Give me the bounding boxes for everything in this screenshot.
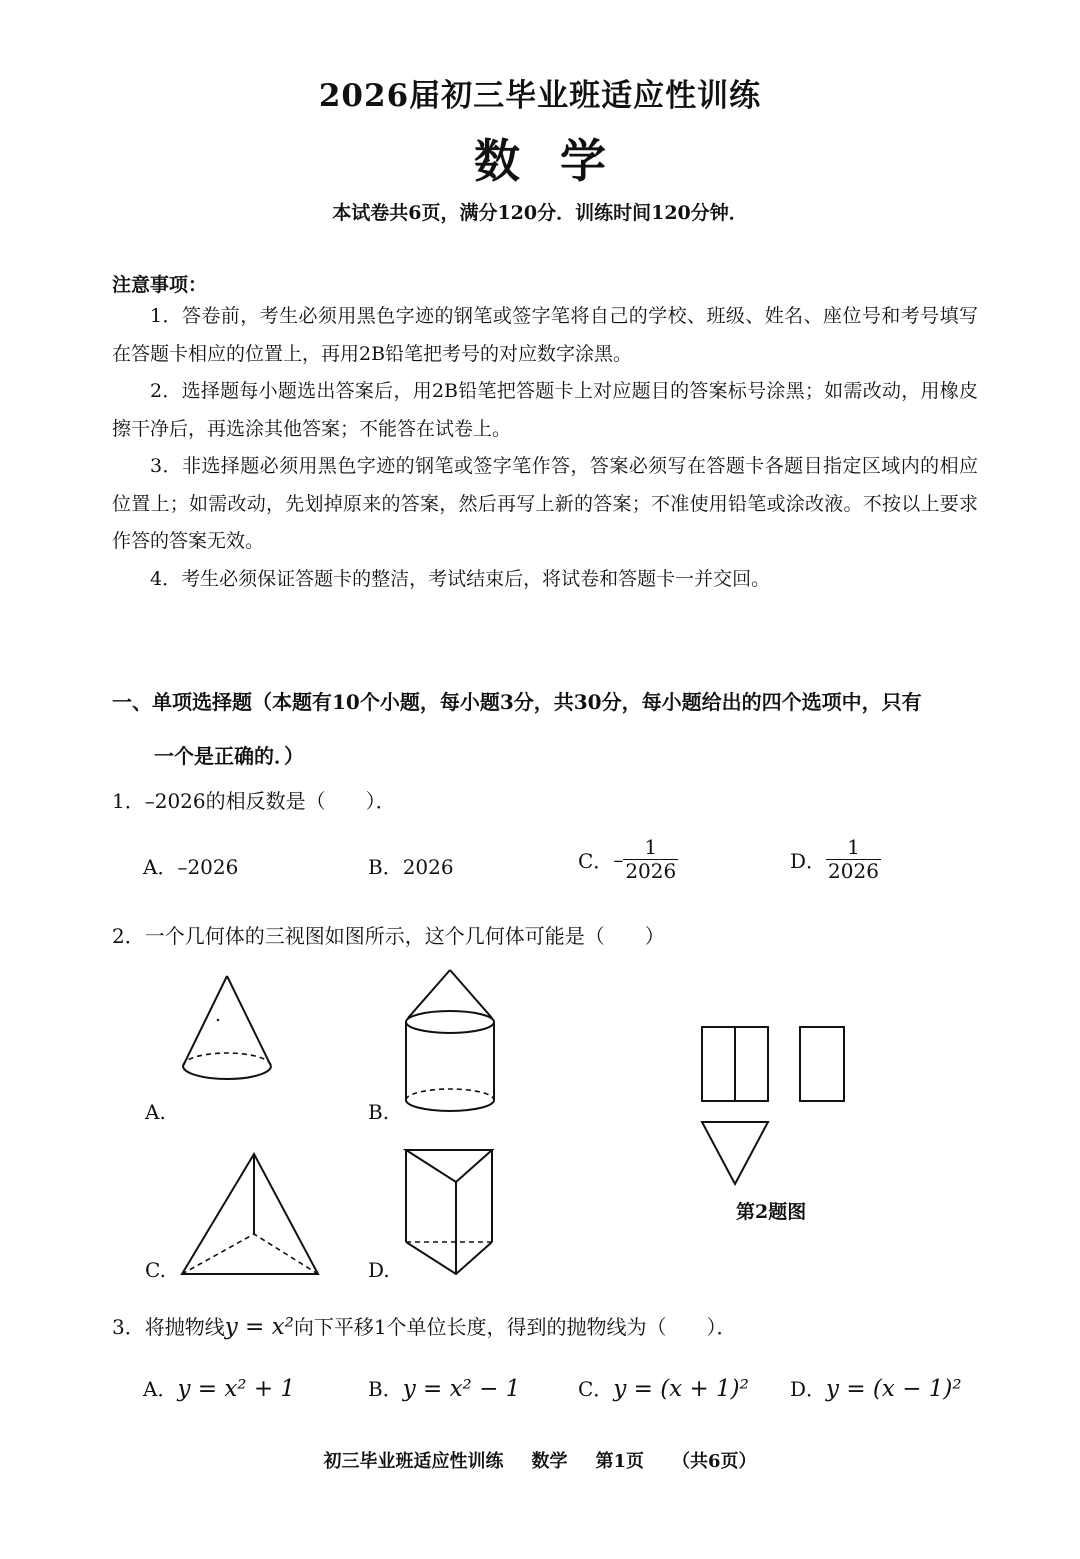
- exam-info: 本试卷共6页，满分120分．训练时间120分钟．: [332, 202, 748, 224]
- q1-option-d: [790, 836, 881, 883]
- subject-title: 数学: [474, 134, 646, 188]
- q3-option-d-equation: y = (x − 1)²: [826, 1376, 962, 1402]
- q3-option-b-equation: y = x² − 1: [402, 1376, 521, 1402]
- cone-cylinder-figure: [398, 966, 508, 1126]
- note-item-2: 2．选择题每小题选出答案后，用2B铅笔把答题卡上对应题目的答案标号涂黑；如需改动，用橡皮擦干净后，再选涂其他答案；不能答在试卷上。: [112, 380, 978, 440]
- q3-stem-prefix: 3．将抛物线: [112, 1315, 225, 1339]
- q2-option-b-label: B.: [368, 1100, 390, 1124]
- q3-option-d: [790, 1373, 962, 1402]
- question-1-stem: 1．–2026的相反数是（ ）．: [112, 789, 396, 813]
- q3-option-b-label: B．: [368, 1377, 403, 1401]
- q2-option-d-label: D.: [368, 1258, 390, 1282]
- q1-option-c-numerator: 1: [623, 836, 678, 860]
- q3-option-a-equation: y = x² + 1: [177, 1376, 296, 1402]
- q1-option-d-fraction: [826, 836, 881, 883]
- footer-page-number: 第1页: [595, 1451, 644, 1472]
- prism-figure: [400, 1146, 500, 1286]
- q3-option-c: [578, 1373, 749, 1402]
- q1-option-a: A．–2026: [143, 855, 239, 879]
- q1-option-c-sign: –: [613, 847, 624, 872]
- cone-figure: [175, 970, 275, 1120]
- note-item-1: 1．答卷前，考生必须用黑色字迹的钢笔或签字笔将自己的学校、班级、姓名、座位号和考号填写在答题卡相应的位置上，再用2B铅笔把考号的对应数字涂黑。: [112, 305, 978, 365]
- section-line-1: 一、单项选择题（本题有10个小题，每小题3分，共30分，每小题给出的四个选项中，只有: [112, 690, 922, 714]
- q1-option-c-label: C．: [578, 849, 614, 873]
- question-3-stem: [112, 1311, 737, 1340]
- q3-option-a: [143, 1373, 295, 1402]
- page-title: 2026届初三毕业班适应性训练: [318, 78, 762, 114]
- q1-option-c-fraction: [623, 836, 678, 883]
- section-heading: [112, 675, 978, 783]
- q3-stem-equation: y = x²: [224, 1314, 294, 1340]
- note-item-3: 3．非选择题必须用黑色字迹的钢笔或签字笔作答，答案必须写在答题卡各题目指定区域内的相应位置上；如需改动，先划掉原来的答案，然后再写上新的答案；不准使用铅笔或涂改液。不按以上要求作答的答案无效。: [112, 455, 978, 552]
- q3-stem-suffix: 向下平移1个单位长度，得到的抛物线为（ ）．: [293, 1315, 737, 1339]
- page-footer: [0, 1447, 1080, 1473]
- q3-option-d-label: D．: [790, 1377, 827, 1401]
- q3-option-c-label: C．: [578, 1377, 614, 1401]
- q3-option-b: [368, 1373, 520, 1402]
- question-2-stem: 2．一个几何体的三视图如图所示，这个几何体可能是（ ）: [112, 924, 665, 948]
- footer-exam-name: 初三毕业班适应性训练: [323, 1451, 504, 1472]
- q1-option-d-label: D．: [790, 849, 827, 873]
- figure-caption: 第2题图: [736, 1201, 807, 1223]
- footer-total-pages: （共6页）: [672, 1451, 757, 1472]
- pyramid-figure: [176, 1148, 326, 1283]
- notes-heading: 注意事项：: [112, 274, 208, 296]
- q1-option-d-denominator: 2026: [828, 859, 879, 883]
- q3-option-c-equation: y = (x + 1)²: [613, 1376, 749, 1402]
- note-item-4: 4．考生必须保证答题卡的整洁，考试结束后，将试卷和答题卡一并交回。: [150, 568, 771, 590]
- q1-option-c-denominator: 2026: [625, 859, 677, 883]
- footer-subject: 数学: [531, 1451, 568, 1472]
- q1-option-c: [578, 836, 678, 883]
- q1-option-b: B．2026: [368, 855, 454, 879]
- q1-option-d-numerator: 1: [826, 836, 881, 860]
- q3-option-a-label: A．: [143, 1377, 178, 1401]
- three-views-figure: [700, 1024, 850, 1189]
- q2-option-c-label: C.: [145, 1258, 166, 1282]
- section-line-2: 一个是正确的．）: [154, 744, 304, 768]
- q2-option-a-label: A.: [145, 1100, 166, 1124]
